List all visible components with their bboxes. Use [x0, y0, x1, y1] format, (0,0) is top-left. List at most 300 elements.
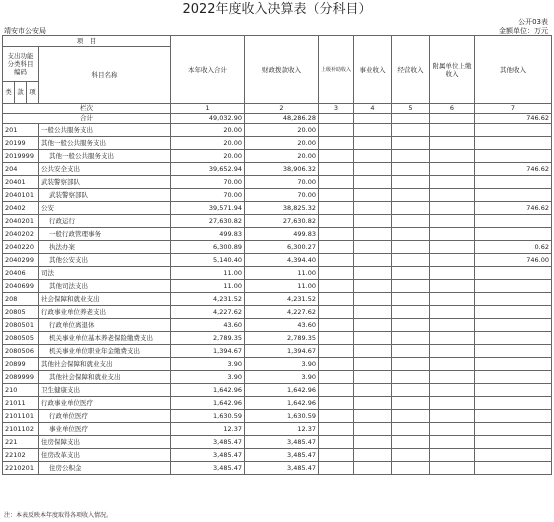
amount-cell [475, 137, 552, 150]
page-title: 2022年度收入决算表（分科目） [182, 2, 372, 17]
department-name: 靖安市公安局 [4, 27, 46, 35]
amount-cell [392, 150, 430, 163]
amount-cell [475, 189, 552, 202]
amount-cell: 20.00 [245, 150, 319, 163]
amount-cell: 3,485.47 [245, 449, 319, 462]
table-row [3, 371, 552, 384]
subject-name: 一般行政管理事务 [39, 228, 171, 241]
amount-cell: 2,789.35 [171, 332, 245, 345]
amount-cell [475, 215, 552, 228]
table-row [3, 189, 552, 202]
amount-cell [475, 319, 552, 332]
amount-cell [319, 319, 354, 332]
total-cell: 48,286.28 [245, 114, 319, 124]
table-row [3, 345, 552, 358]
amount-cell [392, 371, 430, 384]
subject-name: 其他社会保障和就业支出 [39, 371, 171, 384]
amount-cell: 6,300.27 [245, 241, 319, 254]
amount-cell [475, 358, 552, 371]
form-code: 公开03表 [518, 18, 548, 26]
amount-cell [392, 332, 430, 345]
amount-cell: 1,642.96 [245, 397, 319, 410]
subject-name: 其他一般公共服务支出 [39, 137, 171, 150]
total-row [3, 114, 552, 124]
table-row [3, 241, 552, 254]
table-row [3, 215, 552, 228]
amount-cell [319, 384, 354, 397]
table-row [3, 267, 552, 280]
subject-code: 20402 [3, 202, 39, 215]
amount-cell [475, 306, 552, 319]
amount-cell [475, 410, 552, 423]
subject-code: 20805 [3, 306, 39, 319]
amount-cell [430, 280, 475, 293]
total-cell [392, 114, 430, 124]
rank-num: 4 [354, 104, 392, 114]
amount-cell [319, 189, 354, 202]
subject-name: 行政事业单位养老支出 [39, 306, 171, 319]
amount-cell [475, 449, 552, 462]
header-col-1: 本年收入合计 [171, 36, 245, 104]
footnote: 注：本表反映本年度取得各项收入情况。 [4, 512, 113, 519]
total-cell: 746.62 [475, 114, 552, 124]
amount-cell: 11.00 [245, 280, 319, 293]
table-row [3, 332, 552, 345]
table-row [3, 150, 552, 163]
amount-cell [392, 176, 430, 189]
amount-cell: 12.37 [171, 423, 245, 436]
subject-code: 2089999 [3, 371, 39, 384]
amount-cell [392, 410, 430, 423]
amount-cell [475, 371, 552, 384]
subject-code: 20199 [3, 137, 39, 150]
subject-code: 2040202 [3, 228, 39, 241]
table-row [3, 137, 552, 150]
table-row [3, 306, 552, 319]
amount-cell [319, 137, 354, 150]
amount-cell [430, 241, 475, 254]
amount-cell [392, 163, 430, 176]
amount-cell [354, 293, 392, 306]
amount-cell [475, 384, 552, 397]
subject-code: 2101101 [3, 410, 39, 423]
amount-cell [430, 176, 475, 189]
amount-cell: 70.00 [245, 176, 319, 189]
amount-cell [392, 124, 430, 137]
amount-cell [319, 306, 354, 319]
subject-code: 2040699 [3, 280, 39, 293]
subject-code: 221 [3, 436, 39, 449]
table-row [3, 202, 552, 215]
subject-code: 2040220 [3, 241, 39, 254]
rank-label: 栏次 [3, 104, 171, 114]
total-cell [319, 114, 354, 124]
amount-cell [319, 423, 354, 436]
amount-cell [319, 280, 354, 293]
amount-cell [475, 345, 552, 358]
amount-cell [354, 423, 392, 436]
rank-row [3, 104, 552, 114]
amount-cell [354, 124, 392, 137]
amount-cell [354, 150, 392, 163]
amount-cell: 43.60 [245, 319, 319, 332]
table-row [3, 228, 552, 241]
subject-code: 2101102 [3, 423, 39, 436]
amount-cell [319, 202, 354, 215]
subject-name: 卫生健康支出 [39, 384, 171, 397]
amount-cell [392, 267, 430, 280]
amount-cell [319, 449, 354, 462]
amount-cell [475, 267, 552, 280]
amount-cell [354, 202, 392, 215]
amount-cell [392, 397, 430, 410]
amount-cell: 11.00 [171, 280, 245, 293]
subject-code: 20899 [3, 358, 39, 371]
table-row [3, 319, 552, 332]
amount-cell [392, 423, 430, 436]
header-col-7: 其他收入 [475, 36, 552, 104]
amount-cell: 3,485.47 [245, 436, 319, 449]
table-row [3, 436, 552, 449]
subject-code: 2080505 [3, 332, 39, 345]
amount-cell: 4,227.62 [245, 306, 319, 319]
amount-cell: 2,789.35 [245, 332, 319, 345]
amount-cell [475, 332, 552, 345]
amount-cell [319, 267, 354, 280]
amount-cell: 3,485.47 [171, 462, 245, 475]
amount-cell [475, 397, 552, 410]
amount-cell [475, 280, 552, 293]
amount-cell: 70.00 [171, 176, 245, 189]
header-row-project [3, 36, 552, 47]
table-row [3, 449, 552, 462]
amount-cell: 746.62 [475, 163, 552, 176]
amount-cell [354, 384, 392, 397]
amount-cell [475, 436, 552, 449]
amount-cell [392, 358, 430, 371]
amount-cell [392, 319, 430, 332]
subject-name: 行政运行 [39, 215, 171, 228]
subject-code: 2040201 [3, 215, 39, 228]
rank-num: 2 [245, 104, 319, 114]
subject-code: 204 [3, 163, 39, 176]
subject-name: 其他一般公共服务支出 [39, 150, 171, 163]
amount-cell [430, 358, 475, 371]
amount-cell [319, 397, 354, 410]
table-row [3, 397, 552, 410]
amount-cell: 3.90 [171, 371, 245, 384]
amount-cell: 4,394.40 [245, 254, 319, 267]
subject-name: 司法 [39, 267, 171, 280]
amount-cell [319, 163, 354, 176]
amount-cell [392, 280, 430, 293]
table-row [3, 384, 552, 397]
amount-cell [319, 215, 354, 228]
amount-cell [392, 436, 430, 449]
amount-cell [430, 215, 475, 228]
subject-name: 住房保障支出 [39, 436, 171, 449]
amount-cell [319, 293, 354, 306]
amount-cell [392, 384, 430, 397]
amount-cell: 3.90 [245, 371, 319, 384]
amount-cell [430, 449, 475, 462]
amount-cell [430, 423, 475, 436]
amount-cell: 20.00 [171, 124, 245, 137]
amount-cell [392, 189, 430, 202]
amount-cell [430, 306, 475, 319]
amount-cell: 38,906.32 [245, 163, 319, 176]
header-kuan: 款 [15, 82, 27, 104]
amount-cell [319, 410, 354, 423]
amount-cell [430, 254, 475, 267]
header-col-5: 经营收入 [392, 36, 430, 104]
amount-cell: 4,227.62 [171, 306, 245, 319]
amount-cell [392, 306, 430, 319]
subject-name: 武装警察部队 [39, 189, 171, 202]
header-project: 项 目 [3, 36, 171, 47]
amount-cell [319, 241, 354, 254]
amount-cell [354, 358, 392, 371]
subject-code: 2019999 [3, 150, 39, 163]
amount-cell [430, 137, 475, 150]
amount-cell: 3,485.47 [171, 449, 245, 462]
amount-cell: 499.83 [171, 228, 245, 241]
subject-name: 其他司法支出 [39, 280, 171, 293]
amount-cell: 3,485.47 [245, 462, 319, 475]
amount-cell: 20.00 [245, 137, 319, 150]
subject-code: 2080506 [3, 345, 39, 358]
amount-cell [430, 163, 475, 176]
header-func-class: 支出功能分类科目编码 [3, 47, 39, 82]
amount-cell: 1,394.67 [245, 345, 319, 358]
subject-name: 行政单位离退休 [39, 319, 171, 332]
amount-cell [319, 228, 354, 241]
amount-cell: 1,630.59 [245, 410, 319, 423]
amount-cell [354, 241, 392, 254]
amount-cell [430, 345, 475, 358]
amount-cell [392, 462, 430, 475]
table-row [3, 124, 552, 137]
amount-cell: 499.83 [245, 228, 319, 241]
table-row [3, 280, 552, 293]
subject-code: 2210201 [3, 462, 39, 475]
subject-code: 210 [3, 384, 39, 397]
subject-code: 20406 [3, 267, 39, 280]
subject-name: 机关事业单位职业年金缴费支出 [39, 345, 171, 358]
amount-cell: 70.00 [171, 189, 245, 202]
amount-cell: 1,642.96 [171, 384, 245, 397]
amount-cell [392, 215, 430, 228]
unit-label: 金额单位：万元 [499, 27, 548, 35]
amount-cell [319, 358, 354, 371]
amount-cell: 3.90 [171, 358, 245, 371]
amount-cell [354, 397, 392, 410]
subject-name: 事业单位医疗 [39, 423, 171, 436]
amount-cell: 43.60 [171, 319, 245, 332]
amount-cell: 0.62 [475, 241, 552, 254]
subject-code: 208 [3, 293, 39, 306]
amount-cell: 20.00 [245, 124, 319, 137]
subject-name: 行政单位医疗 [39, 410, 171, 423]
amount-cell [430, 436, 475, 449]
amount-cell [354, 410, 392, 423]
amount-cell [392, 137, 430, 150]
amount-cell [430, 397, 475, 410]
amount-cell [354, 267, 392, 280]
rank-num: 7 [475, 104, 552, 114]
header-col-3: 上级补助收入 [319, 36, 354, 104]
subject-code: 2040101 [3, 189, 39, 202]
amount-cell [475, 462, 552, 475]
amount-cell [319, 436, 354, 449]
amount-cell [354, 163, 392, 176]
subject-code: 20401 [3, 176, 39, 189]
header-col-2: 财政拨款收入 [245, 36, 319, 104]
amount-cell [392, 241, 430, 254]
amount-cell [319, 462, 354, 475]
amount-cell: 70.00 [245, 189, 319, 202]
amount-cell [392, 293, 430, 306]
amount-cell [430, 319, 475, 332]
amount-cell [430, 371, 475, 384]
amount-cell [354, 371, 392, 384]
amount-cell [354, 137, 392, 150]
subject-name: 公安 [39, 202, 171, 215]
header-xiang: 项 [27, 82, 39, 104]
amount-cell [319, 124, 354, 137]
subject-name: 其他社会保障和就业支出 [39, 358, 171, 371]
amount-cell [475, 228, 552, 241]
rank-num: 1 [171, 104, 245, 114]
amount-cell: 20.00 [171, 137, 245, 150]
amount-cell [354, 189, 392, 202]
amount-cell [392, 202, 430, 215]
amount-cell: 3,485.47 [171, 436, 245, 449]
amount-cell [354, 332, 392, 345]
amount-cell [430, 202, 475, 215]
amount-cell [354, 254, 392, 267]
amount-cell: 12.37 [245, 423, 319, 436]
amount-cell [319, 332, 354, 345]
table-row [3, 462, 552, 475]
amount-cell: 39,571.94 [171, 202, 245, 215]
amount-cell [430, 267, 475, 280]
amount-cell [430, 124, 475, 137]
subject-code: 2080501 [3, 319, 39, 332]
header-lei: 类 [3, 82, 15, 104]
amount-cell: 39,652.94 [171, 163, 245, 176]
subject-name: 其他公安支出 [39, 254, 171, 267]
header-col-6: 附属单位上缴收入 [430, 36, 475, 104]
amount-cell: 1,630.59 [171, 410, 245, 423]
subject-name: 行政事业单位医疗 [39, 397, 171, 410]
amount-cell [430, 228, 475, 241]
subject-code: 201 [3, 124, 39, 137]
amount-cell [430, 384, 475, 397]
amount-cell [392, 345, 430, 358]
subject-name: 武装警察部队 [39, 176, 171, 189]
amount-cell [319, 254, 354, 267]
amount-cell [475, 293, 552, 306]
amount-cell [354, 215, 392, 228]
amount-cell [475, 176, 552, 189]
subject-name: 公共安全支出 [39, 163, 171, 176]
amount-cell [319, 176, 354, 189]
rank-num: 6 [430, 104, 475, 114]
amount-cell: 27,630.82 [245, 215, 319, 228]
subject-name: 住房公积金 [39, 462, 171, 475]
amount-cell [354, 319, 392, 332]
amount-cell: 11.00 [171, 267, 245, 280]
header-subject-name: 科目名称 [39, 47, 171, 104]
subject-name: 社会保障和就业支出 [39, 293, 171, 306]
amount-cell [430, 150, 475, 163]
amount-cell [392, 228, 430, 241]
amount-cell: 3.90 [245, 358, 319, 371]
amount-cell [354, 345, 392, 358]
amount-cell: 746.62 [475, 202, 552, 215]
subject-name: 住房改革支出 [39, 449, 171, 462]
amount-cell [354, 436, 392, 449]
rank-num: 3 [319, 104, 354, 114]
amount-cell: 4,231.52 [245, 293, 319, 306]
table-row [3, 176, 552, 189]
amount-cell: 27,630.82 [171, 215, 245, 228]
amount-cell [430, 462, 475, 475]
amount-cell: 38,825.32 [245, 202, 319, 215]
table-row [3, 358, 552, 371]
amount-cell [319, 150, 354, 163]
amount-cell: 20.00 [171, 150, 245, 163]
amount-cell: 4,231.52 [171, 293, 245, 306]
amount-cell [430, 189, 475, 202]
amount-cell [354, 306, 392, 319]
table-row [3, 254, 552, 267]
total-cell [354, 114, 392, 124]
amount-cell [354, 449, 392, 462]
amount-cell: 746.00 [475, 254, 552, 267]
total-cell: 49,032.90 [171, 114, 245, 124]
subject-name: 一般公共服务支出 [39, 124, 171, 137]
amount-cell [430, 332, 475, 345]
table-row [3, 163, 552, 176]
amount-cell: 1,642.96 [245, 384, 319, 397]
header-col-4: 事业收入 [354, 36, 392, 104]
amount-cell: 11.00 [245, 267, 319, 280]
amount-cell [430, 293, 475, 306]
total-cell [430, 114, 475, 124]
table-row [3, 410, 552, 423]
amount-cell: 1,394.67 [171, 345, 245, 358]
amount-cell: 6,300.89 [171, 241, 245, 254]
rank-num: 5 [392, 104, 430, 114]
amount-cell [354, 176, 392, 189]
subject-code: 22102 [3, 449, 39, 462]
amount-cell [319, 345, 354, 358]
table-row [3, 293, 552, 306]
amount-cell [319, 371, 354, 384]
amount-cell: 1,642.96 [171, 397, 245, 410]
subject-code: 21011 [3, 397, 39, 410]
amount-cell [475, 124, 552, 137]
amount-cell: 5,140.40 [171, 254, 245, 267]
amount-cell [430, 410, 475, 423]
total-label: 合计 [3, 114, 171, 124]
amount-cell [392, 449, 430, 462]
subject-name: 执法办案 [39, 241, 171, 254]
amount-cell [354, 462, 392, 475]
amount-cell [475, 150, 552, 163]
